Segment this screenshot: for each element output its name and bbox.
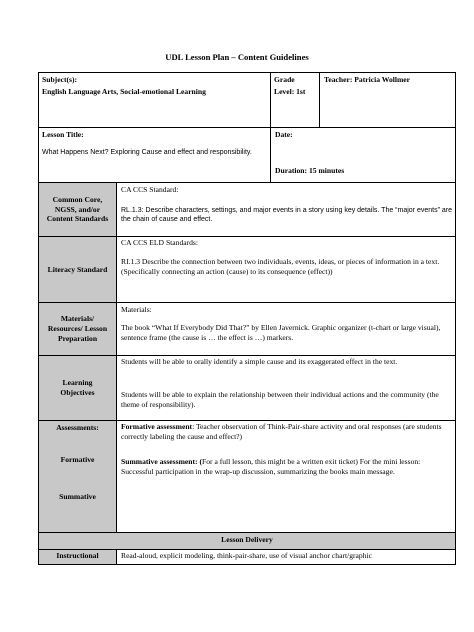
summative-label: Summative <box>59 492 96 501</box>
instructional-text: Read-aloud, explicit modeling, think-pair-share, use of visual anchor chart/graphic <box>121 551 372 560</box>
literacy-content <box>116 236 456 303</box>
literacy-label: Literacy Standard <box>38 236 117 303</box>
formative-label: Formative <box>60 455 95 464</box>
grade-label: Grade <box>274 75 295 84</box>
materials-text: The book “What If Everybody Did That?” by Ellen Javernick. Graphic organizer (t-chart or large visual), sentence frame (the cause is … the effect is …) markers. <box>121 323 441 343</box>
objective-2: Students will be able to explain the relationship between their individual actions and the community (the theme of responsibility). <box>121 390 439 410</box>
teacher-cell <box>319 72 456 128</box>
formative-assessment <box>121 422 453 443</box>
subjects-cell <box>38 72 271 128</box>
lesson-title-value: What Happens Next? Exploring Cause and effect and responsibility. <box>42 149 252 156</box>
formative-heading: Formative assessment <box>121 422 193 431</box>
date-label: Date: <box>275 130 293 139</box>
instructional-label: Instructional <box>56 551 99 560</box>
grade-cell <box>270 72 320 128</box>
standards-text: RL.1.3: Describe characters, settings, and major events in a story using key details. The “major events” are the chain of cause and effect. <box>121 207 452 224</box>
grade-value: Level: 1st <box>274 87 306 96</box>
instructional-label-cell <box>38 549 117 565</box>
instructional-content <box>116 549 456 565</box>
standards-heading: CA CCS Standard: <box>121 185 179 194</box>
duration-value: Duration: 15 minutes <box>275 166 345 175</box>
summative-assessment <box>121 457 453 478</box>
teacher-name: Teacher: Patricia Wollmer <box>324 75 411 84</box>
materials-heading: Materials: <box>121 305 152 314</box>
assessments-content <box>116 420 456 533</box>
summative-heading: Summative assessment: ( <box>121 457 202 466</box>
literacy-text: RI.1.3 Describe the connection between two individuals, events, ideas, or pieces of information in a text. (Specifically connecting an action (cause) to its consequence (effect)) <box>121 257 440 277</box>
assessments-label-cell <box>38 420 117 533</box>
assessments-label: Assessments: <box>56 423 99 432</box>
lesson-delivery-title: Lesson Delivery <box>221 535 273 544</box>
objectives-label: Learning Objectives <box>38 355 117 421</box>
subjects-label: Subject(s): <box>42 75 78 84</box>
objective-1: Students will be able to orally identify a simple cause and its exaggerated effect in the text. <box>121 357 398 366</box>
summative-text: For a full lesson, this might be a written exit ticket) For the mini lesson: Successful participation in the wrap-up discussion, summarizing the books main message. <box>121 457 421 477</box>
document-title: UDL Lesson Plan – Content Guidelines <box>165 52 309 62</box>
objectives-content <box>116 355 456 421</box>
date-duration-cell <box>270 127 456 183</box>
standards-label: Common Core, NGSS, and/or Content Standards <box>38 182 117 237</box>
literacy-heading: CA CCS ELD Standards: <box>121 238 198 247</box>
standards-content <box>116 182 456 237</box>
materials-content <box>116 302 456 356</box>
lesson-title-cell <box>38 127 271 183</box>
lesson-title-label: Lesson Title: <box>42 130 84 139</box>
formative-text: : Teacher observation of Think-Pair-share activity and oral responses (are students correctly labeling the cause and effect?) <box>121 422 442 442</box>
lesson-delivery-heading <box>38 532 456 550</box>
materials-label: Materials/ Resources/ Lesson Preparation <box>38 302 117 356</box>
subjects-value: English Language Arts, Social-emotional Learning <box>42 87 206 96</box>
